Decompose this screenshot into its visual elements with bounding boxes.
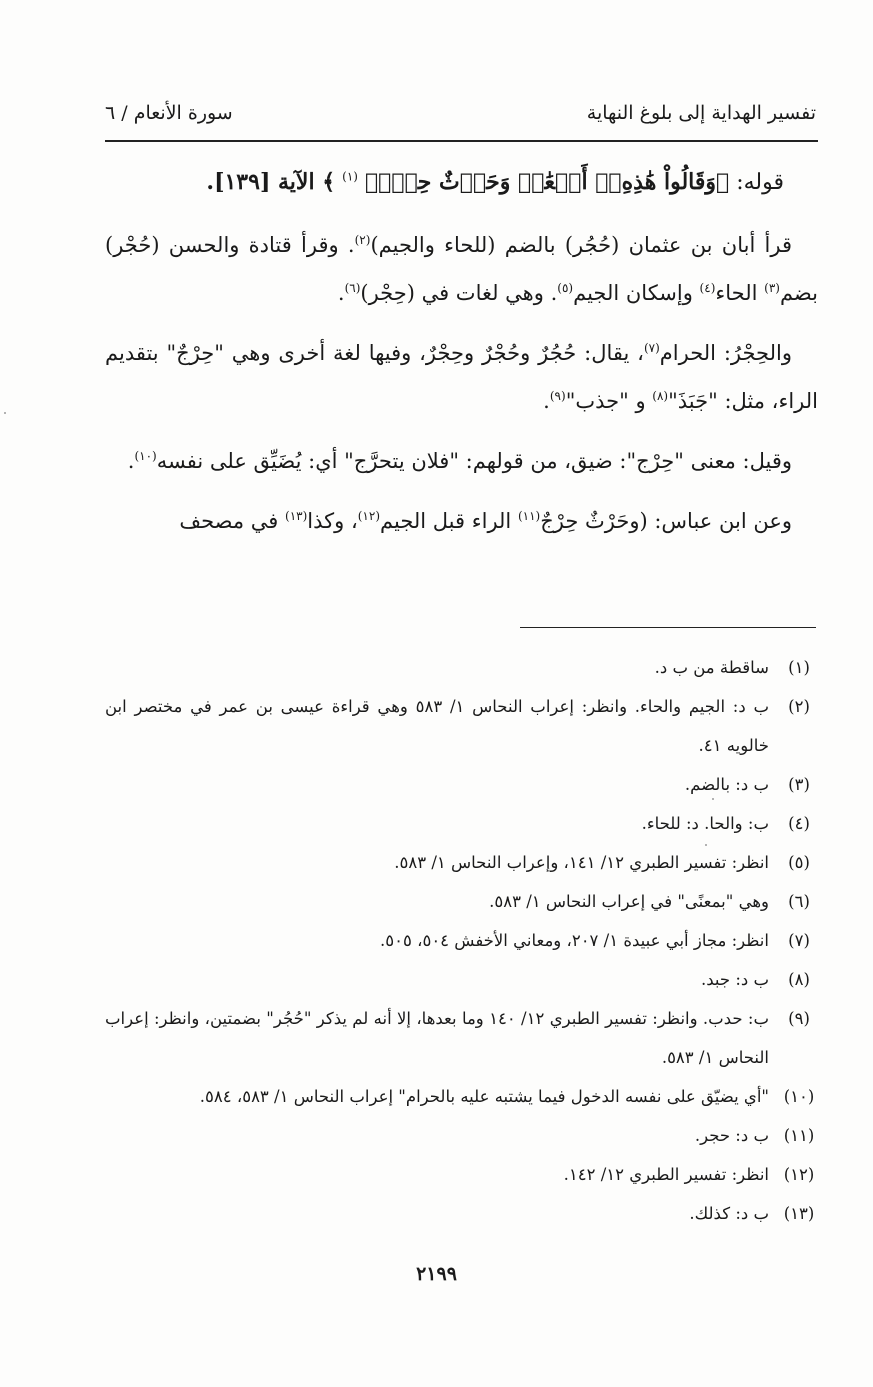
footnote-number: (٥) xyxy=(788,853,810,872)
footnote-number: (٧) xyxy=(788,931,810,950)
footnote-text: ب د: بالضم. xyxy=(684,775,769,794)
text-run: . xyxy=(337,281,345,305)
footnote-number: (٣) xyxy=(788,775,810,794)
footnote-item xyxy=(105,1077,821,1116)
main-text xyxy=(105,158,818,557)
footnote-item xyxy=(105,1116,821,1155)
text-run: قرأ أبان بن عثمان (حُجُر) بالضم (للحاء والجيم) xyxy=(370,233,793,257)
footnote-ref: (١٠) xyxy=(134,449,157,463)
text-run: الراء قبل الجيم xyxy=(380,509,518,533)
footnote-number: (٨) xyxy=(788,970,810,989)
footnote-text: انظر: تفسير الطبري ١٢/ ١٤٢. xyxy=(563,1165,769,1184)
footnote-text: ب د: كذلك. xyxy=(689,1204,769,1223)
footnote-item xyxy=(105,687,821,765)
footnote-number: (٤) xyxy=(788,814,810,833)
footnote-text: ب د: الجيم والحاء. وانظر: إعراب النحاس ١/ ٥٨٣ وهي قراءة عيسى بن عمر في مختصر ابن خالويه ٤١. xyxy=(105,697,769,755)
surah-label: سورة الأنعام / ٦ xyxy=(105,102,233,124)
text-run: الحاء xyxy=(715,281,765,305)
footnote-item xyxy=(105,921,821,960)
paragraph-readings xyxy=(105,221,818,317)
footnote-number: (١٢) xyxy=(783,1165,815,1184)
footnote-item xyxy=(105,960,821,999)
footnote-item xyxy=(105,804,821,843)
paragraph-meaning xyxy=(105,329,818,425)
book-title: تفسير الهداية إلى بلوغ النهاية xyxy=(586,102,816,124)
footnote-item xyxy=(105,648,821,687)
footnote-ref: (٢) xyxy=(354,233,371,247)
text-run: ، وكذا xyxy=(307,509,358,533)
footnote-item xyxy=(105,999,821,1077)
footnote-rule xyxy=(520,627,816,628)
footnote-text: ب: والحا. د: للحاء. xyxy=(641,814,769,833)
verse-intro: قوله: xyxy=(729,170,784,195)
text-run: والحِجْرُ: الحرام xyxy=(659,341,792,365)
footnote-number: (١) xyxy=(788,658,810,677)
text-run: وعن ابن عباس: (وحَرْثٌ حِرْجٌ xyxy=(540,509,792,533)
footnote-item xyxy=(105,1194,821,1233)
footnote-text: وهي "بمعنًى" في إعراب النحاس ١/ ٥٨٣. xyxy=(489,892,769,911)
footnote-text: "أي يضيّق على نفسه الدخول فيما يشتبه عليه بالحرام" إعراب النحاس ١/ ٥٨٣، ٥٨٤. xyxy=(199,1087,769,1106)
footnote-text: انظر: تفسير الطبري ١٢/ ١٤١، وإعراب النحاس ١/ ٥٨٣. xyxy=(394,853,769,872)
paragraph-ibn-abbas xyxy=(105,497,818,545)
footnotes-list xyxy=(105,648,821,1233)
paragraph-verse xyxy=(105,158,818,207)
text-run: . وهي لغات في (حِجْر) xyxy=(360,281,558,305)
footnote-number: (١١) xyxy=(783,1126,815,1145)
scan-speck xyxy=(705,844,707,846)
footnote-item xyxy=(105,882,821,921)
footnote-ref: (٩) xyxy=(549,389,566,403)
text-run: . وقرأ قتادة والحسن (حُجْر) بضم xyxy=(105,233,818,305)
text-run: وقيل: معنى "حِرْج": ضيق، من قولهم: "فلان يتحرَّج" أي: يُضَيِّق على نفسه xyxy=(156,449,792,473)
footnote-item xyxy=(105,1155,821,1194)
footnote-number: (٩) xyxy=(788,1009,810,1028)
quran-verse: ﴿وَقَالُواْ هَٰذِهِۦٓ أَنۡعَٰمٞ وَحَرۡثٌ حِجۡرٞ xyxy=(364,169,730,195)
footnote-text: ب: حدب. وانظر: تفسير الطبري ١٢/ ١٤٠ وما بعدها، إلا أنه لم يذكر "حُجُر" بضمتين، وانظر: إعراب النحاس ١/ ٥٨٣. xyxy=(105,1009,770,1067)
footnote-item xyxy=(105,843,821,882)
footnote-ref: (٣) xyxy=(764,281,780,295)
footnote-ref: (٧) xyxy=(643,341,660,355)
footnote-ref: (٤) xyxy=(699,281,716,295)
footnote-ref: (١) xyxy=(342,169,358,184)
running-header xyxy=(105,100,818,132)
footnote-text: ب د: جبد. xyxy=(700,970,769,989)
footnote-ref: (١٣) xyxy=(285,509,308,523)
footnote-ref: (٨) xyxy=(652,389,669,403)
paragraph-narrow xyxy=(105,437,818,485)
text-run: في مصحف xyxy=(179,509,286,533)
text-run: وإسكان الجيم xyxy=(573,281,700,305)
text-run: ، يقال: حُجُرٌ وحُجْرٌ وحِجْرٌ، وفيها لغة أخرى وهي "حِرْجٌ" بتقديم الراء، مثل: "جَبَذَ" xyxy=(105,341,818,413)
text-run: و "جذب" xyxy=(565,389,653,413)
footnote-number: (٦) xyxy=(788,892,810,911)
scan-speck xyxy=(4,412,6,414)
scan-speck xyxy=(712,798,714,800)
footnote-ref: (٦) xyxy=(344,281,361,295)
footnote-text: ساقطة من ب د. xyxy=(654,658,769,677)
text-run: . xyxy=(127,449,135,473)
footnote-ref: (١١) xyxy=(517,509,541,523)
page-number: ٢١٩٩ xyxy=(416,1263,457,1285)
verse-ref: ﴾ الآية [١٣٩]. xyxy=(206,169,336,195)
footnote-text: ب د: حجر. xyxy=(694,1126,769,1145)
footnote-number: (١٣) xyxy=(783,1204,815,1223)
header-rule xyxy=(105,140,818,142)
footnote-number: (١٠) xyxy=(783,1087,815,1106)
text-run: . xyxy=(543,389,550,413)
footnote-text: انظر: مجاز أبي عبيدة ١/ ٢٠٧، ومعاني الأخفش ٥٠٤، ٥٠٥. xyxy=(380,931,769,950)
footnote-ref: (١٢) xyxy=(357,509,380,523)
footnote-ref: (٥) xyxy=(557,281,574,295)
footnote-number: (٢) xyxy=(788,697,810,716)
